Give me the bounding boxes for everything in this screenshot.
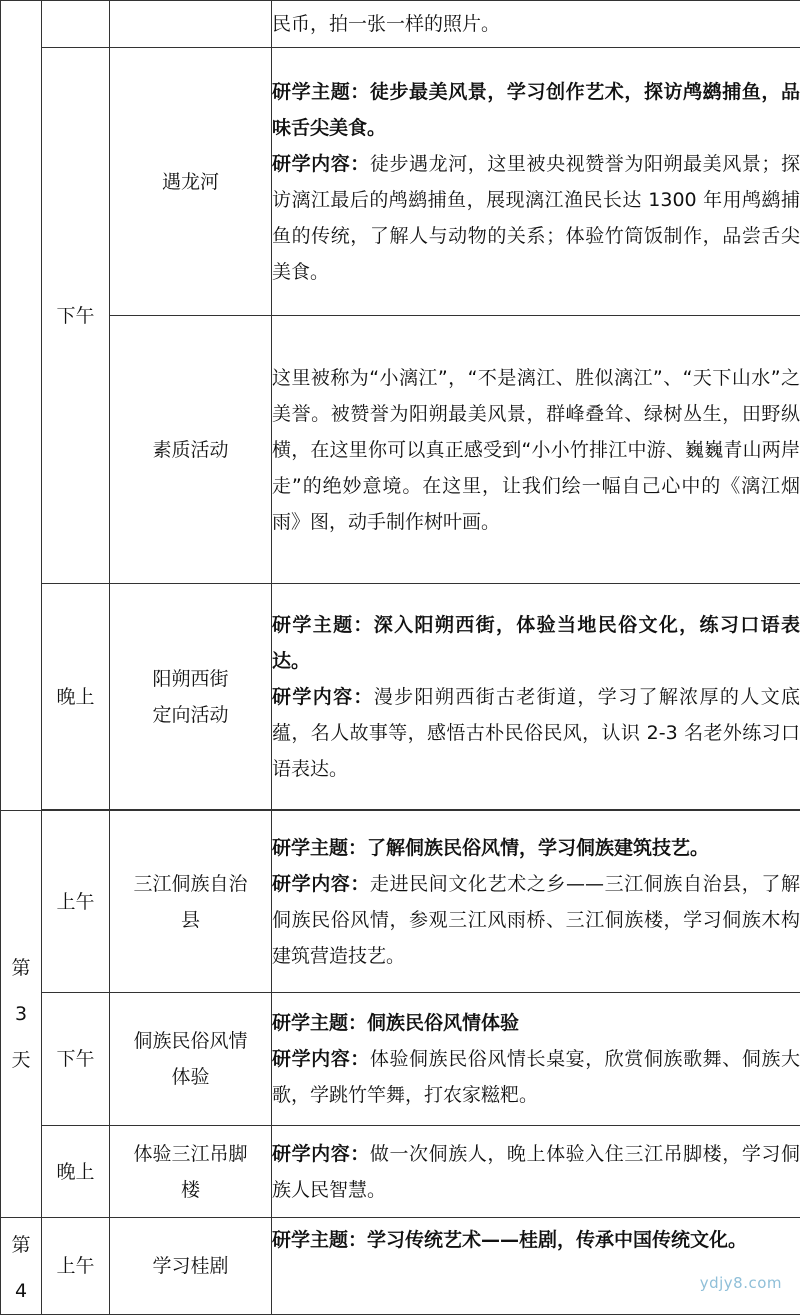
place-line: 阳朔西街	[110, 661, 271, 697]
place-line: 体验	[110, 1059, 271, 1095]
day-3-cell	[1, 811, 42, 1218]
study-theme: 研学主题：深入阳朔西街，体验当地民俗文化，练习口语表达。	[272, 607, 800, 679]
period-cell: 晚上	[42, 584, 110, 810]
place-cell	[110, 811, 272, 993]
place-cell: 遇龙河	[110, 48, 272, 316]
place-line: 定向活动	[110, 697, 271, 733]
study-content: 研学内容：走进民间文化艺术之乡——三江侗族自治县，了解侗族民俗风情，参观三江风雨桥、三江侗族楼，学习侗族木构建筑营造技艺。	[272, 866, 800, 974]
place-line: 侗族民俗风情	[110, 1023, 271, 1059]
place-cell: 素质活动	[110, 316, 272, 584]
period-cell: 晚上	[42, 1126, 110, 1218]
content-cell	[272, 1218, 800, 1315]
content-cell	[272, 1126, 800, 1218]
day-label-char: 3	[1, 991, 41, 1037]
content-cell	[272, 1, 800, 48]
day-label-char: 4	[1, 1268, 41, 1314]
period-cell: 下午	[42, 48, 110, 584]
day-label-char: 第	[1, 945, 41, 991]
place-cell	[110, 993, 272, 1126]
day-4-cell	[1, 1218, 42, 1315]
study-content: 研学内容：做一次侗族人，晚上体验入住三江吊脚楼，学习侗族人民智慧。	[272, 1136, 800, 1208]
table-row	[1, 1218, 800, 1315]
table-row	[1, 1126, 800, 1218]
day-label-char: 天	[1, 1037, 41, 1083]
study-theme: 研学主题：侗族民俗风情体验	[272, 1005, 800, 1041]
content-cell	[272, 48, 800, 316]
study-content: 研学内容：体验侗族民俗风情长桌宴，欣赏侗族歌舞、侗族大歌，学跳竹竿舞，打农家糍粑。	[272, 1041, 800, 1113]
period-cell	[42, 1, 110, 48]
table-row	[1, 316, 800, 584]
content-cell	[272, 316, 800, 584]
place-line: 楼	[110, 1172, 271, 1208]
place-cell	[110, 584, 272, 810]
study-theme: 研学主题：学习传统艺术——桂剧，传承中国传统文化。	[272, 1222, 800, 1258]
place-line: 体验三江吊脚	[110, 1136, 271, 1172]
table-row	[1, 811, 800, 993]
study-theme: 研学主题：徒步最美风景，学习创作艺术，探访鸬鹚捕鱼，品味舌尖美食。	[272, 74, 800, 146]
content-text: 民币，拍一张一样的照片。	[272, 9, 800, 39]
content-cell	[272, 811, 800, 993]
place-line: 三江侗族自治	[110, 866, 271, 902]
study-theme: 研学主题：了解侗族民俗风情，学习侗族建筑技艺。	[272, 830, 800, 866]
day-2-cell	[1, 1, 42, 811]
place-cell: 学习桂剧	[110, 1218, 272, 1315]
table-row	[1, 48, 800, 316]
period-cell: 上午	[42, 1218, 110, 1315]
place-cell	[110, 1126, 272, 1218]
day-label-char: 第	[1, 1222, 41, 1268]
table-row	[1, 584, 800, 810]
content-cell	[272, 993, 800, 1126]
content-cell	[272, 584, 800, 810]
period-cell: 上午	[42, 811, 110, 993]
table-row	[1, 993, 800, 1126]
place-cell	[110, 1, 272, 48]
study-content: 研学内容：漫步阳朔西街古老街道，学习了解浓厚的人文底蕴，名人故事等，感悟古朴民俗民风，认识 2-3 名老外练习口语表达。	[272, 679, 800, 787]
table-row	[1, 1, 800, 48]
period-cell: 下午	[42, 993, 110, 1126]
place-line: 县	[110, 902, 271, 938]
watermark: ydjy8.com	[700, 1274, 782, 1292]
study-content: 研学内容：徒步遇龙河，这里被央视赞誉为阳朔最美风景；探访漓江最后的鸬鹚捕鱼，展现漓江渔民长达 1300 年用鸬鹚捕鱼的传统，了解人与动物的关系；体验竹筒饭制作，品尝舌尖美食。	[272, 146, 800, 290]
study-content: 这里被称为“小漓江”，“不是漓江、胜似漓江”、“天下山水”之美誉。被赞誉为阳朔最美风景，群峰叠耸、绿树丛生，田野纵横，在这里你可以真正感受到“小小竹排江中游、巍巍青山两岸走”的绝妙意境。在这里，让我们绘一幅自己心中的《漓江烟雨》图，动手制作树叶画。	[272, 360, 800, 540]
